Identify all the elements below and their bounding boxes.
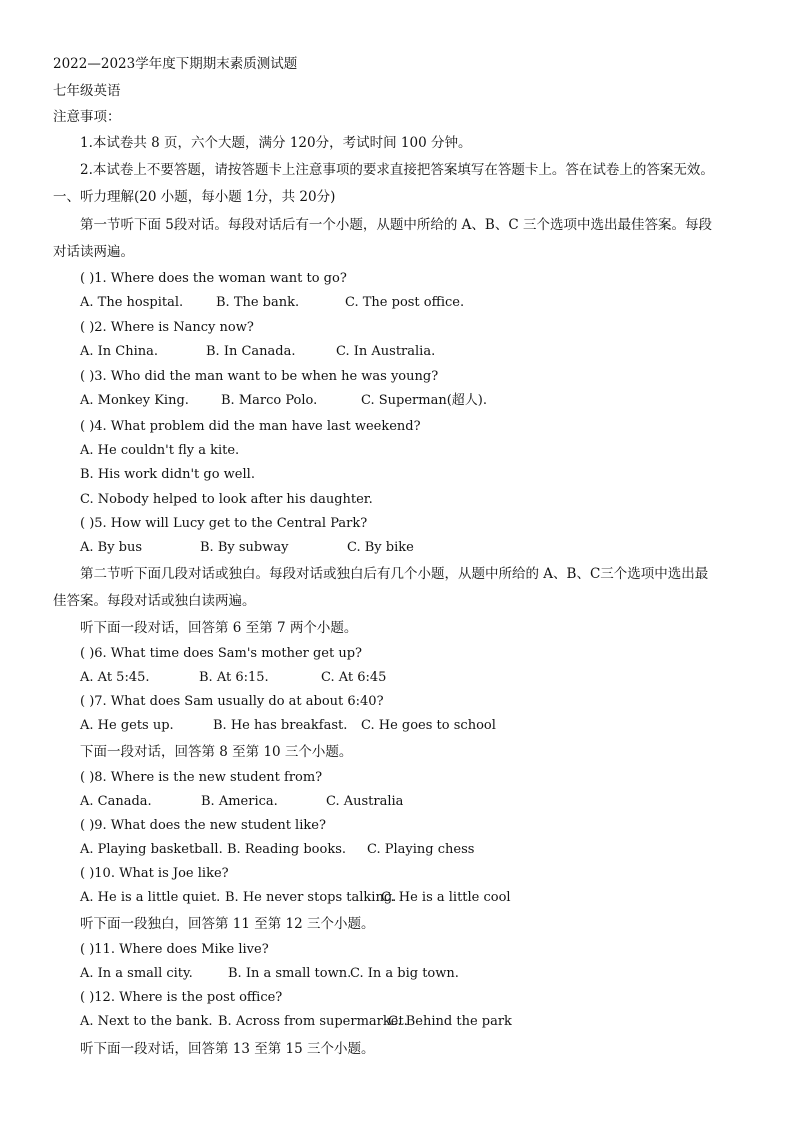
option-a: A. The hospital. (80, 295, 184, 310)
exam-title: 2022—2023学年度下期期末素质测试题 (53, 56, 298, 72)
option-a: A. At 5:45. (80, 670, 150, 685)
question-4-option-b: B. His work didn't go well. (80, 467, 255, 482)
question-10-stem: ( )10. What is Joe like? (80, 866, 229, 881)
monologue-intro-11-12: 听下面一段独白，回答第 11 至第 12 三个小题。 (80, 916, 375, 932)
notice-heading: 注意事项： (53, 109, 121, 125)
question-11-stem: ( )11. Where does Mike live? (80, 942, 269, 957)
dialogue-intro-6-7: 听下面一段对话，回答第 6 至第 7 两个小题。 (80, 620, 358, 636)
question-5-stem: ( )5. How will Lucy get to the Central Park? (80, 516, 368, 531)
notice-item-2: 2.本试卷上不要答题，请按答题卡上注意事项的要求直接把答案填写在答题卡上。答在试卷上的答案无效。 (80, 162, 714, 178)
option-b: B. The bank. (216, 295, 300, 310)
option-b: B. By subway (200, 540, 289, 555)
option-a: A. Canada. (80, 794, 152, 809)
option-c: C. Superman(超人). (361, 393, 487, 408)
option-a: A. Monkey King. (80, 393, 189, 408)
option-b: B. He has breakfast. (213, 718, 348, 733)
question-7-options (80, 717, 753, 735)
option-c: C. He goes to school (361, 718, 496, 733)
question-4-option-c: C. Nobody helped to look after his daughter. (80, 492, 373, 507)
option-c: C. In Australia. (336, 344, 436, 359)
question-9-options (80, 841, 753, 859)
subject-title: 七年级英语 (53, 83, 121, 99)
question-12-options (80, 1013, 753, 1031)
option-a: A. He is a little quiet. (80, 890, 221, 905)
option-b: B. In Canada. (206, 344, 296, 359)
option-b: B. America. (201, 794, 278, 809)
question-1-options (80, 294, 753, 312)
option-c: C. Playing chess (367, 842, 475, 857)
option-c: C. Behind the park (388, 1014, 512, 1029)
option-b: B. Marco Polo. (221, 393, 318, 408)
question-11-options (80, 965, 753, 983)
question-6-stem: ( )6. What time does Sam's mother get up? (80, 646, 363, 661)
part-1-instructions-line-2: 对话读两遍。 (53, 244, 134, 260)
option-b: B. Across from supermarket. (218, 1014, 408, 1029)
option-b: B. In a small town. (228, 966, 352, 981)
question-4-stem: ( )4. What problem did the man have last weekend? (80, 419, 421, 434)
option-a: A. He gets up. (80, 718, 174, 733)
option-c: C. He is a little cool (381, 890, 511, 905)
option-a: A. In a small city. (80, 966, 193, 981)
question-3-options (80, 392, 753, 410)
option-c: C. Australia (326, 794, 404, 809)
question-2-options (80, 343, 753, 361)
question-3-stem: ( )3. Who did the man want to be when he was young? (80, 369, 439, 384)
option-a: A. Next to the bank. (80, 1014, 213, 1029)
question-8-stem: ( )8. Where is the new student from? (80, 770, 323, 785)
question-1-stem: ( )1. Where does the woman want to go? (80, 271, 347, 286)
question-12-stem: ( )12. Where is the post office? (80, 990, 283, 1005)
option-b: B. Reading books. (227, 842, 347, 857)
question-9-stem: ( )9. What does the new student like? (80, 818, 326, 833)
question-5-options (80, 539, 753, 557)
part-1-instructions-line-1: 第一节听下面 5段对话。每段对话后有一个小题，从题中所给的 A、B、C 三个选项中选出最佳答案。每段 (80, 217, 712, 233)
question-4-option-a: A. He couldn't fly a kite. (80, 443, 240, 458)
option-c: C. At 6:45 (321, 670, 387, 685)
part-2-instructions-line-2: 佳答案。每段对话或独白读两遍。 (53, 593, 256, 609)
option-a: A. In China. (80, 344, 159, 359)
section-1-title: 一、听力理解(20 小题，每小题 1分，共 20分) (53, 189, 336, 205)
notice-item-1: 1.本试卷共 8 页，六个大题，满分 120分，考试时间 100 分钟。 (80, 135, 472, 151)
question-7-stem: ( )7. What does Sam usually do at about 6:40? (80, 694, 384, 709)
dialogue-intro-13-15: 听下面一段对话，回答第 13 至第 15 三个小题。 (80, 1041, 375, 1057)
dialogue-intro-8-10: 下面一段对话，回答第 8 至第 10 三个小题。 (80, 744, 353, 760)
part-2-instructions-line-1: 第二节听下面几段对话或独白。每段对话或独白后有几个小题，从题中所给的 A、B、C三个选项中选出最 (80, 566, 709, 582)
question-2-stem: ( )2. Where is Nancy now? (80, 320, 254, 335)
question-10-options (80, 889, 753, 907)
option-b: B. At 6:15. (199, 670, 269, 685)
option-a: A. By bus (80, 540, 143, 555)
option-b: B. He never stops talking. (225, 890, 397, 905)
option-c: C. By bike (347, 540, 414, 555)
option-c: C. In a big town. (350, 966, 459, 981)
option-a: A. Playing basketball. (80, 842, 223, 857)
question-6-options (80, 669, 753, 687)
option-c: C. The post office. (345, 295, 465, 310)
question-8-options (80, 793, 753, 811)
